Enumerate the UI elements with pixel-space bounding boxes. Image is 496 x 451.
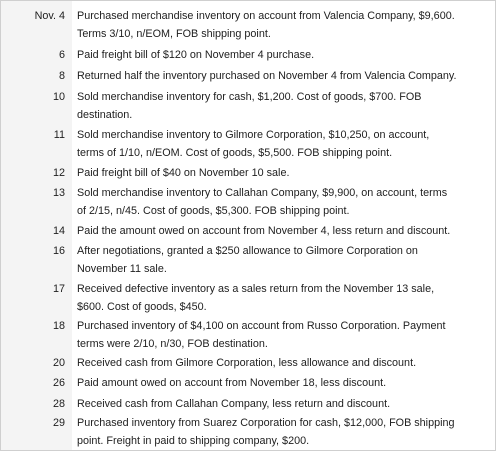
transaction-description bbox=[77, 317, 491, 353]
description-line: terms of 1/10, n/EOM. Cost of goods, $5,500. FOB shipping point. bbox=[77, 147, 393, 159]
transaction-description bbox=[77, 67, 491, 85]
transaction-date: 26 bbox=[52, 377, 65, 389]
description-line: of 2/15, n/45. Cost of goods, $5,300. FOB shipping point. bbox=[77, 205, 350, 217]
transaction-date: Nov. 4 bbox=[34, 10, 65, 22]
transaction-date: 17 bbox=[52, 283, 65, 295]
description-line: Received cash from Callahan Company, less return and discount. bbox=[77, 398, 391, 410]
description-line: Sold merchandise inventory to Gilmore Corporation, $10,250, on account, bbox=[77, 129, 430, 141]
description-line: November 11 sale. bbox=[77, 263, 167, 275]
description-line: Purchased inventory of $4,100 on account from Russo Corporation. Payment bbox=[77, 320, 446, 332]
transaction-date: 16 bbox=[52, 245, 65, 257]
transaction-description bbox=[77, 280, 491, 316]
transaction-date: 28 bbox=[52, 398, 65, 410]
description-line: Returned half the inventory purchased on November 4 from Valencia Company. bbox=[77, 70, 457, 82]
description-line: Paid freight bill of $120 on November 4 purchase. bbox=[77, 49, 315, 61]
transaction-description bbox=[77, 184, 491, 220]
transaction-description bbox=[77, 395, 491, 413]
description-line: Paid amount owed on account from November 18, less discount. bbox=[77, 377, 387, 389]
transaction-date: 6 bbox=[58, 49, 65, 61]
description-line: Paid the amount owed on account from November 4, less return and discount. bbox=[77, 225, 451, 237]
transaction-description bbox=[77, 164, 491, 182]
description-line: Terms 3/10, n/EOM, FOB shipping point. bbox=[77, 28, 271, 40]
description-line: After negotiations, granted a $250 allowance to Gilmore Corporation on bbox=[77, 245, 418, 257]
description-line: $600. Cost of goods, $450. bbox=[77, 301, 207, 313]
transaction-description bbox=[77, 46, 491, 64]
description-line: destination. bbox=[77, 109, 133, 121]
transaction-date: 10 bbox=[52, 91, 65, 103]
description-line: Sold merchandise inventory for cash, $1,200. Cost of goods, $700. FOB bbox=[77, 91, 422, 103]
description-line: terms were 2/10, n/30, FOB destination. bbox=[77, 338, 268, 350]
description-line: Sold merchandise inventory to Callahan Company, $9,900, on account, terms bbox=[77, 187, 448, 199]
transaction-date: 11 bbox=[53, 129, 65, 141]
transaction-date: 18 bbox=[52, 320, 65, 332]
transaction-date: 8 bbox=[58, 70, 65, 82]
description-line: Purchased merchandise inventory on account from Valencia Company, $9,600. bbox=[77, 10, 455, 22]
transaction-date: 12 bbox=[52, 167, 65, 179]
transaction-description bbox=[77, 354, 491, 372]
transaction-description bbox=[77, 88, 491, 124]
transaction-description bbox=[77, 242, 491, 278]
transaction-description bbox=[77, 222, 491, 240]
transaction-description bbox=[77, 414, 491, 450]
transaction-date: 13 bbox=[52, 187, 65, 199]
transaction-description bbox=[77, 374, 491, 392]
description-line: point. Freight in paid to shipping company, $200. bbox=[77, 435, 310, 447]
transaction-description bbox=[77, 126, 491, 162]
description-line: Received defective inventory as a sales return from the November 13 sale, bbox=[77, 283, 435, 295]
description-line: Received cash from Gilmore Corporation, less allowance and discount. bbox=[77, 357, 417, 369]
description-line: Purchased inventory from Suarez Corporation for cash, $12,000, FOB shipping bbox=[77, 417, 455, 429]
transaction-date: 20 bbox=[52, 357, 65, 369]
description-line: Paid freight bill of $40 on November 10 sale. bbox=[77, 167, 290, 179]
transaction-date: 14 bbox=[52, 225, 65, 237]
transaction-description bbox=[77, 7, 491, 43]
transaction-date: 29 bbox=[52, 417, 65, 429]
